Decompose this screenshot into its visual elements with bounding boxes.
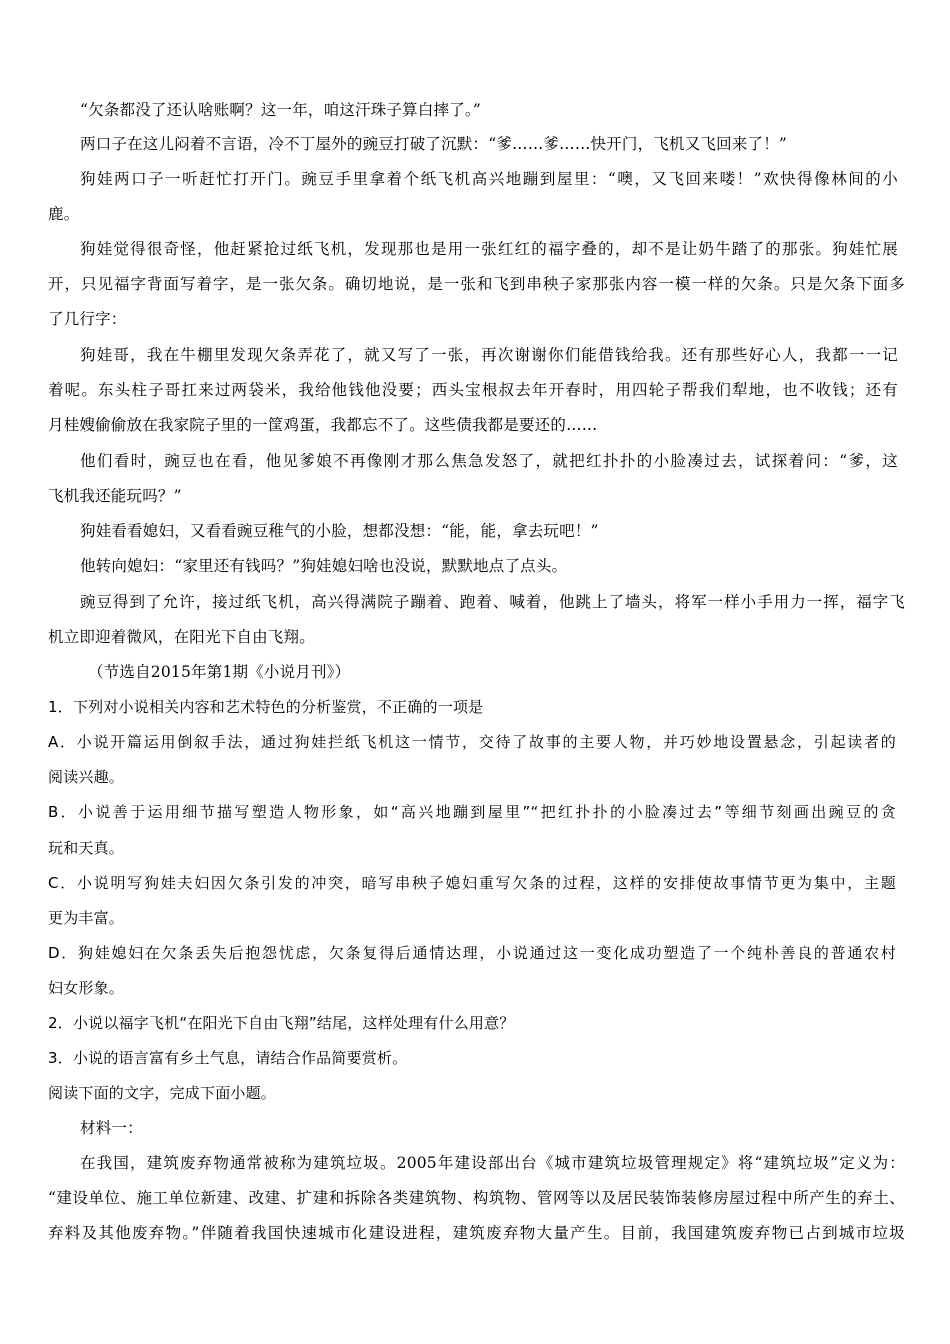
material-line-2: “建设单位、施工单位新建、改建、扩建和拆除各类建筑物、构筑物、管网等以及居民装饰装修房屋过程中所产生的弃土、 bbox=[48, 1189, 905, 1207]
option-a-line-1: A．小说开篇运用倒叙手法，通过狗娃拦纸飞机这一情节，交待了故事的主要人物，并巧妙地设置悬念，引起读者的 bbox=[48, 733, 896, 751]
story-line-5: 狗娃觉得很奇怪，他赶紧抢过纸飞机，发现那也是用一张红红的福字叠的，却不是让奶牛踏了的那张。狗娃忙展 bbox=[80, 240, 898, 258]
story-line-8: 狗娃哥，我在牛棚里发现欠条弄花了，就又写了一张，再次谢谢你们能借钱给我。还有那些好心人，我都一一记 bbox=[80, 346, 898, 364]
option-b-line-1: B．小说善于运用细节描写塑造人物形象，如“高兴地蹦到屋里”“把红扑扑的小脸凑过去”等细节刻画出豌豆的贪 bbox=[48, 803, 896, 821]
story-line-1: “欠条都没了还认啥账啊？这一年，咱这汗珠子算白摔了。” bbox=[80, 101, 481, 119]
story-line-11: 他们看时，豌豆也在看，他见爹娘不再像刚才那么焦急发怒了，就把红扑扑的小脸凑过去，试探着问：“爹，这 bbox=[80, 452, 898, 470]
question-1: 1．下列对小说相关内容和艺术特色的分析鉴赏，不正确的一项是 bbox=[48, 698, 484, 716]
material-line-1: 在我国，建筑废弃物通常被称为建筑垃圾。2005年建设部出台《城市建筑垃圾管理规定》将“建筑垃圾”定义为： bbox=[80, 1154, 905, 1172]
reading-instruction: 阅读下面的文字，完成下面小题。 bbox=[48, 1084, 277, 1102]
story-line-2: 两口子在这儿闷着不言语，冷不丁屋外的豌豆打破了沉默：“爹……爹……快开门，飞机又飞回来了！” bbox=[80, 135, 788, 153]
story-line-10: 月桂嫂偷偷放在我家院子里的一筐鸡蛋，我都忘不了。这些债我都是要还的…… bbox=[48, 416, 598, 434]
material-label: 材料一： bbox=[80, 1119, 143, 1137]
story-line-4: 鹿。 bbox=[48, 205, 80, 223]
story-line-3: 狗娃两口子一听赶忙打开门。豌豆手里拿着个纸飞机高兴地蹦到屋里：“噢，又飞回来喽！”欢快得像林间的小 bbox=[80, 170, 898, 188]
option-d-line-1: D．狗娃媳妇在欠条丢失后抱怨忧虑，欠条复得后通情达理，小说通过这一变化成功塑造了一个纯朴善良的普通农村 bbox=[48, 944, 896, 962]
story-line-6: 开，只见福字背面写着字，是一张欠条。确切地说，是一张和飞到串秧子家那张内容一模一样的欠条。只是欠条下面多 bbox=[48, 275, 905, 293]
option-b-line-2: 玩和天真。 bbox=[48, 839, 125, 857]
option-a-line-2: 阅读兴趣。 bbox=[48, 768, 125, 786]
story-line-14: 他转向媳妇：“家里还有钱吗？”狗娃媳妇啥也没说，默默地点了点头。 bbox=[80, 557, 568, 575]
story-source: （节选自2015年第1期《小说月刊》） bbox=[88, 663, 351, 681]
story-line-12: 飞机我还能玩吗？” bbox=[48, 487, 182, 505]
story-line-7: 了几行字： bbox=[48, 310, 127, 328]
option-d-line-2: 妇女形象。 bbox=[48, 979, 125, 997]
option-c-line-2: 更为丰富。 bbox=[48, 909, 125, 927]
option-c-line-1: C．小说明写狗娃夫妇因欠条引发的冲突，暗写串秧子媳妇重写欠条的过程，这样的安排使故事情节更为集中，主题 bbox=[48, 874, 896, 892]
story-line-9: 着呢。东头柱子哥扛来过两袋米，我给他钱他没要；西头宝根叔去年开春时，用四轮子帮我们犁地，也不收钱；还有 bbox=[48, 381, 898, 399]
question-3: 3．小说的语言富有乡土气息，请结合作品简要赏析。 bbox=[48, 1049, 408, 1067]
story-line-13: 狗娃看看媳妇，又看看豌豆稚气的小脸，想都没想：“能，能，拿去玩吧！” bbox=[80, 522, 599, 540]
story-line-15: 豌豆得到了允许，接过纸飞机，高兴得满院子蹦着、跑着、喊着，他跳上了墙头，将军一样小手用力一挥，福字飞 bbox=[80, 593, 905, 611]
material-line-3: 弃料及其他废弃物。”伴随着我国快速城市化建设进程，建筑废弃物大量产生。目前，我国建筑废弃物已占到城市垃圾 bbox=[48, 1224, 905, 1242]
question-2: 2．小说以福字飞机“在阳光下自由飞翔”结尾，这样处理有什么用意？ bbox=[48, 1014, 515, 1032]
story-line-16: 机立即迎着微风，在阳光下自由飞翔。 bbox=[48, 628, 315, 646]
